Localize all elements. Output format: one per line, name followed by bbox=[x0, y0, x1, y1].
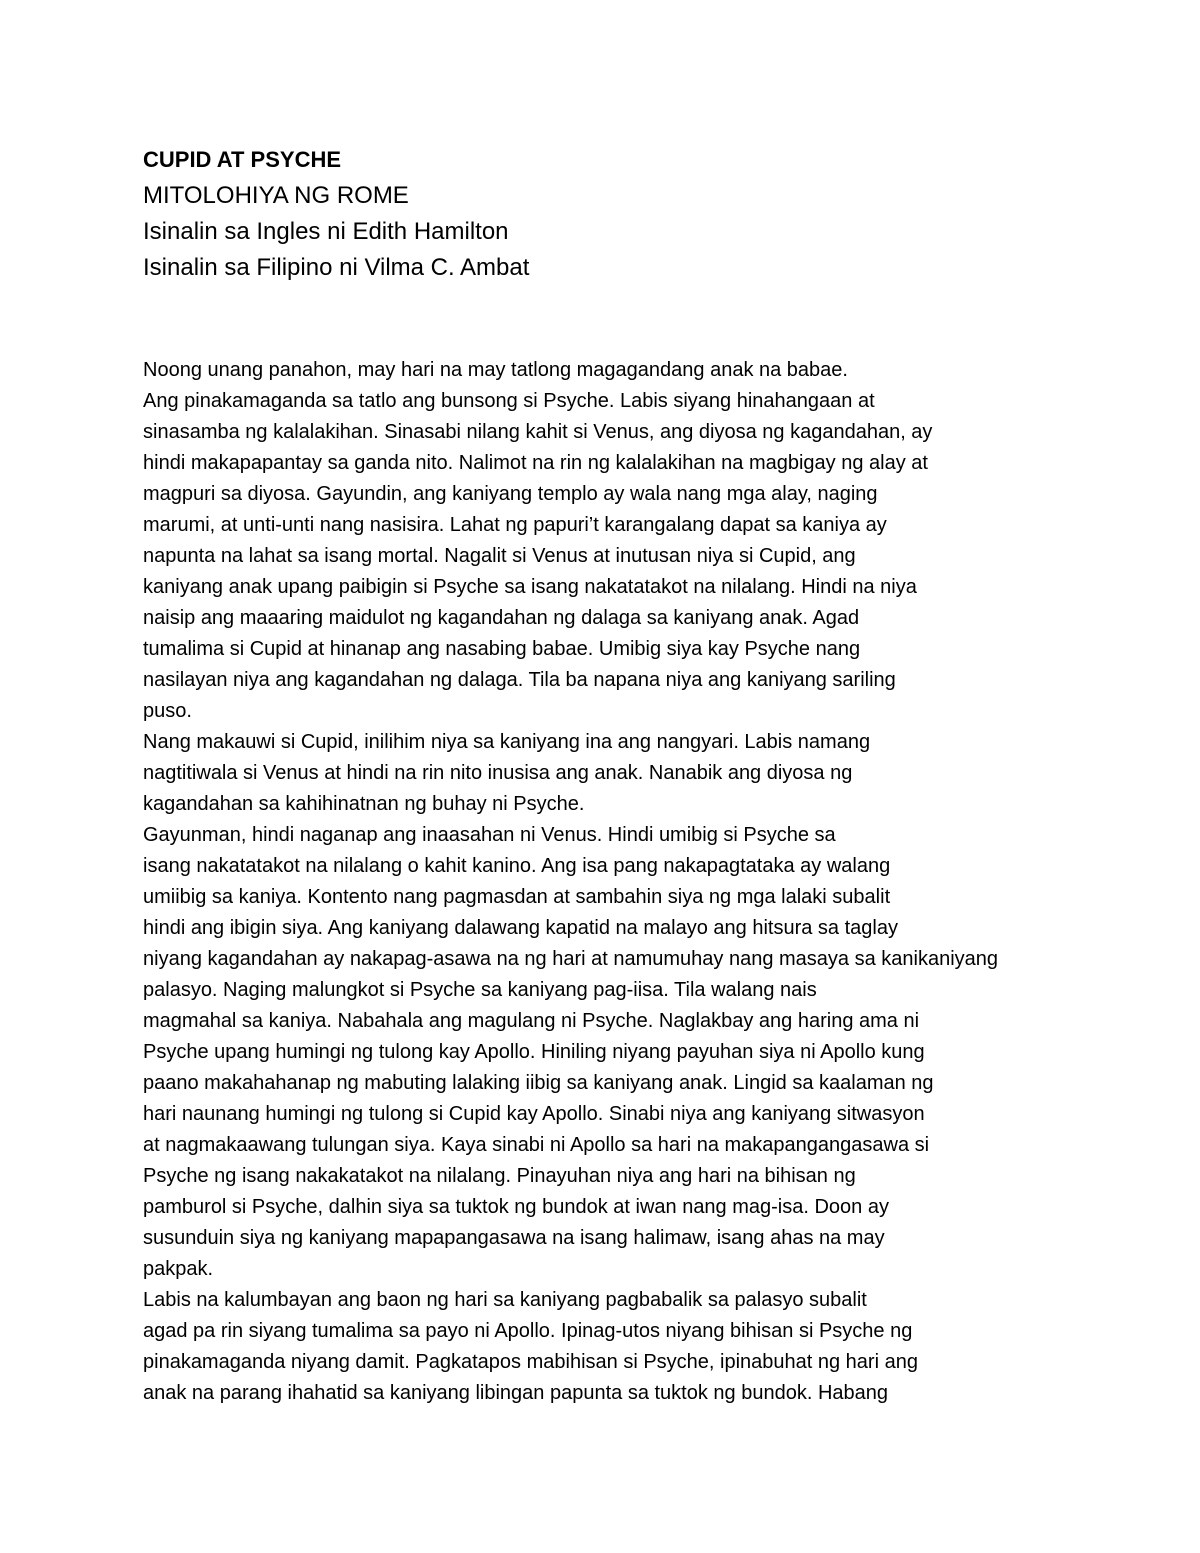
body-text-line: magmahal sa kaniya. Nabahala ang magulang ni Psyche. Naglakbay ang haring ama ni bbox=[143, 1010, 920, 1032]
filipino-translator-credit: Isinalin sa Filipino ni Vilma C. Ambat bbox=[143, 254, 530, 281]
body-text-line: hari naunang humingi ng tulong si Cupid kay Apollo. Sinabi niya ang kaniyang sitwasyon bbox=[143, 1103, 925, 1125]
body-text-line: agad pa rin siyang tumalima sa payo ni Apollo. Ipinag-utos niyang bihisan si Psyche ng bbox=[143, 1320, 913, 1342]
body-text-line: pinakamaganda niyang damit. Pagkatapos mabihisan si Psyche, ipinabuhat ng hari ang bbox=[143, 1351, 918, 1373]
body-text-line: tumalima si Cupid at hinanap ang nasabing babae. Umibig siya kay Psyche nang bbox=[143, 638, 861, 660]
body-text-line: umiibig sa kaniya. Kontento nang pagmasdan at sambahin siya ng mga lalaki subalit bbox=[143, 886, 891, 908]
body-text-line: paano makahahanap ng mabuting lalaking iibig sa kaniyang anak. Lingid sa kaalaman ng bbox=[143, 1072, 934, 1094]
body-text-line: isang nakatatakot na nilalang o kahit kanino. Ang isa pang nakapagtataka ay walang bbox=[143, 855, 891, 877]
body-text-line: Labis na kalumbayan ang baon ng hari sa kaniyang pagbabalik sa palasyo subalit bbox=[143, 1289, 867, 1311]
document-subtitle: MITOLOHIYA NG ROME bbox=[143, 182, 409, 209]
body-text-line: niyang kagandahan ay nakapag-asawa na ng hari at namumuhay nang masaya sa kanikaniyang bbox=[143, 948, 999, 970]
body-text-line: magpuri sa diyosa. Gayundin, ang kaniyang templo ay wala nang mga alay, naging bbox=[143, 483, 878, 505]
body-text-line: Nang makauwi si Cupid, inilihim niya sa kaniyang ina ang nangyari. Labis namang bbox=[143, 731, 871, 753]
body-text-line: pamburol si Psyche, dalhin siya sa tuktok ng bundok at iwan nang mag-isa. Doon ay bbox=[143, 1196, 889, 1218]
body-text-line: sinasamba ng kalalakihan. Sinasabi nilang kahit si Venus, ang diyosa ng kagandahan, ay bbox=[143, 421, 933, 443]
body-text-line: Noong unang panahon, may hari na may tatlong magagandang anak na babae. bbox=[143, 359, 848, 381]
body-text-line: nagtitiwala si Venus at hindi na rin nito inusisa ang anak. Nanabik ang diyosa ng bbox=[143, 762, 853, 784]
body-text-line: Psyche ng isang nakakatakot na nilalang. Pinayuhan niya ang hari na bihisan ng bbox=[143, 1165, 856, 1187]
body-text-line: palasyo. Naging malungkot si Psyche sa kaniyang pag-iisa. Tila walang nais bbox=[143, 979, 817, 1001]
body-text-line: susunduin siya ng kaniyang mapapangasawa na isang halimaw, isang ahas na may bbox=[143, 1227, 885, 1249]
body-text-line: hindi ang ibigin siya. Ang kaniyang dalawang kapatid na malayo ang hitsura sa taglay bbox=[143, 917, 898, 939]
body-text-line: Gayunman, hindi naganap ang inaasahan ni Venus. Hindi umibig si Psyche sa bbox=[143, 824, 836, 846]
english-translator-credit: Isinalin sa Ingles ni Edith Hamilton bbox=[143, 218, 509, 245]
body-text-line: kagandahan sa kahihinatnan ng buhay ni Psyche. bbox=[143, 793, 585, 815]
body-text-line: hindi makapapantay sa ganda nito. Nalimot na rin ng kalalakihan na magbigay ng alay at bbox=[143, 452, 928, 474]
body-text-line: anak na parang ihahatid sa kaniyang libingan papunta sa tuktok ng bundok. Habang bbox=[143, 1382, 889, 1404]
body-text-line: puso. bbox=[143, 700, 192, 722]
document-title: CUPID AT PSYCHE bbox=[143, 147, 342, 172]
body-text-line: pakpak. bbox=[143, 1258, 214, 1280]
body-text-line: napunta na lahat sa isang mortal. Nagalit si Venus at inutusan niya si Cupid, ang bbox=[143, 545, 856, 567]
body-text-line: kaniyang anak upang paibigin si Psyche sa isang nakatatakot na nilalang. Hindi na niya bbox=[143, 576, 917, 598]
body-text-line: nasilayan niya ang kagandahan ng dalaga. Tila ba napana niya ang kaniyang sariling bbox=[143, 669, 896, 691]
document-body bbox=[143, 355, 1103, 1409]
body-text-line: Psyche upang humingi ng tulong kay Apollo. Hiniling niyang payuhan siya ni Apollo kung bbox=[143, 1041, 925, 1063]
body-text-line: Ang pinakamaganda sa tatlo ang bunsong si Psyche. Labis siyang hinahangaan at bbox=[143, 390, 875, 412]
body-text-line: marumi, at unti-unti nang nasisira. Lahat ng papuri’t karangalang dapat sa kaniya ay bbox=[143, 514, 887, 536]
document-header bbox=[143, 142, 1043, 286]
body-text-line: naisip ang maaaring maidulot ng kagandahan ng dalaga sa kaniyang anak. Agad bbox=[143, 607, 860, 629]
body-text-line: at nagmakaawang tulungan siya. Kaya sinabi ni Apollo sa hari na makapangangasawa si bbox=[143, 1134, 930, 1156]
